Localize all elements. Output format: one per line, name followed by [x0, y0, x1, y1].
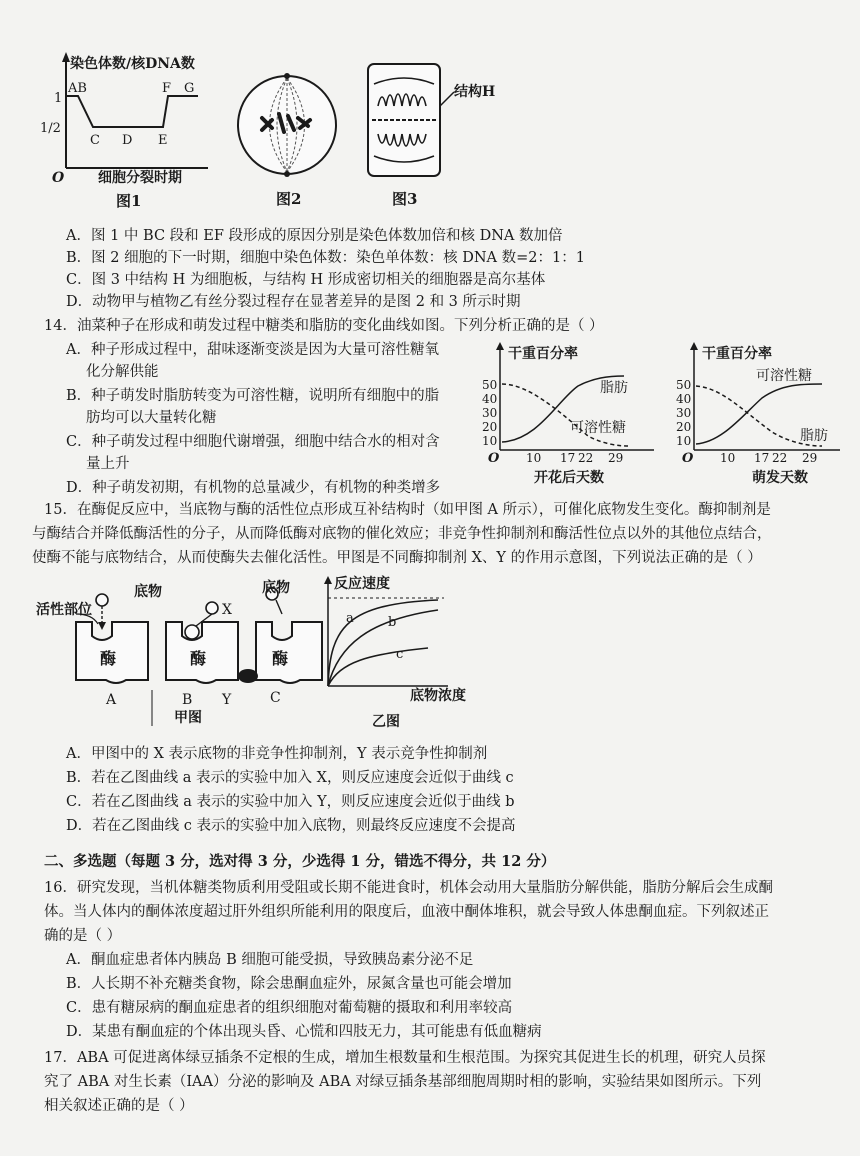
figure-2-cell: [232, 70, 342, 210]
jia-active-site: 活性部位: [36, 602, 92, 618]
q14r-series-fat: 脂肪: [800, 428, 828, 444]
q14r-ylabel: 干重百分率: [702, 346, 772, 362]
q17-stem-l2: 究了 ABA 对生长素（IAA）分泌的影响及 ABA 对绿豆插条基部细胞周期时相的影响，实验结果如图所示。下列: [44, 1074, 762, 1090]
q14r-xtick-10: 10: [720, 451, 736, 465]
q14l-origin: O: [488, 451, 500, 466]
q14l-xlabel: 开花后天数: [534, 470, 604, 486]
fig1-pt-d: D: [122, 133, 133, 148]
q13-option-a: A．图 1 中 BC 段和 EF 段形成的原因分别是染色体数加倍和核 DNA 数加倍: [66, 228, 563, 244]
q14r-xtick-22: 22: [772, 451, 788, 465]
fig1-pt-ab: AB: [68, 81, 87, 96]
yi-curve-label-c: c: [396, 647, 404, 662]
q14r-ytick-40: 40: [676, 392, 692, 406]
q15-option-d: D．若在乙图曲线 c 表示的实验中加入底物，则最终反应速度不会提高: [66, 818, 516, 834]
jia-label-b: B: [182, 692, 193, 708]
q15-stem-l3: 使酶不能与底物结合，从而使酶失去催化活性。甲图是不同酶抑制剂 X、Y 的作用示意图，下列说法正确的是（ ）: [32, 550, 762, 566]
q16-stem-l1: 16．研究发现，当机体糖类物质利用受阻或长期不能进食时，机体会动用大量脂肪分解供能，脂肪分解后会生成酮: [44, 880, 773, 896]
jia-substrate-2: 底物: [262, 580, 290, 596]
q14-chart-left: [478, 340, 668, 490]
q16-option-c: C．患有糖尿病的酮血症患者的组织细胞对葡萄糖的摄取和利用率较高: [66, 1000, 513, 1016]
q14r-ytick-20: 20: [676, 420, 692, 434]
q13-option-b: B．图 2 细胞的下一时期，细胞中染色体数：染色单体数：核 DNA 数=2：1：1: [66, 250, 585, 266]
q14r-ytick-50: 50: [676, 378, 692, 392]
q14r-xtick-29: 29: [802, 451, 818, 465]
q14-option-a-l1: A．种子形成过程中，甜味逐渐变淡是因为大量可溶性糖氧: [66, 342, 439, 358]
q15-stem-l2: 与酶结合并降低酶活性的分子，从而降低酶对底物的催化效应；非竞争性抑制剂和酶活性位点以外的其他位点结合，: [32, 526, 772, 542]
q13-option-c: C．图 3 中结构 H 为细胞板，与结构 H 形成密切相关的细胞器是高尔基体: [66, 272, 546, 288]
figure-3-cell: [362, 62, 522, 212]
yi-ylabel: 反应速度: [334, 576, 390, 592]
q14r-xtick-17: 17: [754, 451, 770, 465]
jia-enzyme-b: 酶: [190, 649, 207, 668]
fig1-pt-g: G: [184, 81, 195, 96]
q14r-origin: O: [682, 451, 694, 466]
q15-option-b: B．若在乙图曲线 a 表示的实验中加入 X，则反应速度会近似于曲线 c: [66, 770, 514, 786]
fig1-origin: O: [52, 170, 65, 186]
q14l-ytick-50: 50: [482, 378, 498, 392]
jia-caption: 甲图: [174, 710, 202, 726]
fig3-caption: 图3: [392, 190, 418, 208]
fig1-pt-f: F: [162, 81, 172, 96]
q14l-xtick-17: 17: [560, 451, 576, 465]
q14l-ylabel: 干重百分率: [508, 346, 578, 362]
q14r-series-sugar: 可溶性糖: [756, 368, 812, 384]
q16-stem-l2: 体。当人体内的酮体浓度超过肝外组织所能利用的限度后，血液中酮体堆积，就会导致人体患酮血症。下列叙述正: [44, 904, 769, 920]
fig1-xlabel: 细胞分裂时期: [98, 170, 182, 186]
q15-stem-l1: 15．在酶促反应中，当底物与酶的活性位点形成互补结构时（如甲图 A 所示），可催化底物发生变化。酶抑制剂是: [44, 502, 771, 518]
fig1-ylabel: 染色体数/核DNA数: [70, 56, 195, 72]
fig2-caption: 图2: [276, 190, 302, 208]
q14-option-b-l1: B．种子萌发时脂肪转变为可溶性糖，说明所有细胞中的脂: [66, 388, 440, 404]
q14r-ytick-30: 30: [676, 406, 692, 420]
q14l-xtick-29: 29: [608, 451, 624, 465]
q14-option-c-l1: C．种子萌发过程中细胞代谢增强，细胞中结合水的相对含: [66, 434, 440, 450]
q15-option-a: A．甲图中的 X 表示底物的非竞争性抑制剂，Y 表示竞争性抑制剂: [66, 746, 488, 762]
jia-label-c: C: [270, 690, 281, 706]
q14r-xlabel: 萌发天数: [752, 470, 808, 486]
fig1-pt-e: E: [158, 133, 168, 148]
q14-option-b-l2: 肪均可以大量转化糖: [86, 410, 217, 426]
q14l-ytick-40: 40: [482, 392, 498, 406]
jia-enzyme-c: 酶: [272, 649, 289, 668]
q14r-ytick-10: 10: [676, 434, 692, 448]
fig3-structure-label: 结构H: [454, 84, 496, 100]
section-2-heading: 二、多选题（每题 3 分，选对得 3 分，少选得 1 分，错选不得分，共 12 分）: [44, 853, 556, 870]
fig1-y1: 1: [54, 91, 63, 106]
yi-curve-label-a: a: [346, 611, 354, 626]
q14-chart-right: [672, 340, 852, 490]
q16-option-a: A．酮血症患者体内胰岛 B 细胞可能受损，导致胰岛素分泌不足: [66, 952, 474, 968]
q14-option-c-l2: 量上升: [86, 456, 130, 472]
fig1-yhalf: 1/2: [40, 121, 61, 136]
jia-label-a: A: [106, 692, 117, 708]
fig1-pt-c: C: [90, 133, 100, 148]
q17-stem-l1: 17．ABA 可促进离体绿豆插条不定根的生成，增加生根数量和生根范围。为探究其促进生长的机理，研究人员探: [44, 1050, 766, 1066]
yi-caption: 乙图: [372, 714, 400, 730]
q17-stem-l3: 相关叙述正确的是（ ）: [44, 1098, 194, 1114]
q14l-series-sugar: 可溶性糖: [570, 420, 626, 436]
jia-substrate-1: 底物: [134, 584, 162, 600]
jia-y-label: Y: [222, 692, 232, 708]
q14l-ytick-20: 20: [482, 420, 498, 434]
yi-curve-label-b: b: [388, 615, 397, 630]
yi-xlabel: 底物浓度: [410, 688, 466, 704]
q16-option-d: D．某患有酮血症的个体出现头昏、心慌和四肢无力，其可能患有低血糖病: [66, 1024, 542, 1040]
q16-option-b: B．人长期不补充糖类食物，除会患酮血症外，尿氮含量也可能会增加: [66, 976, 512, 992]
q14-stem: 14．油菜种子在形成和萌发过程中糖类和脂肪的变化曲线如图。下列分析正确的是（ ）: [44, 318, 604, 334]
fig1-caption: 图1: [116, 192, 142, 210]
q14l-ytick-30: 30: [482, 406, 498, 420]
q14l-ytick-10: 10: [482, 434, 498, 448]
q14l-series-fat: 脂肪: [600, 380, 628, 396]
figure-1: [40, 50, 228, 215]
jia-enzyme-a: 酶: [100, 649, 117, 668]
q14l-xtick-10: 10: [526, 451, 542, 465]
q15-jia-diagram: [36, 580, 326, 730]
q13-option-d: D．动物甲与植物乙有丝分裂过程存在显著差异的是图 2 和 3 所示时期: [66, 294, 521, 310]
q15-yi-chart: [318, 576, 488, 736]
jia-x-label: X: [222, 602, 232, 618]
q14-option-a-l2: 化分解供能: [86, 364, 159, 380]
q15-option-c: C．若在乙图曲线 a 表示的实验中加入 Y，则反应速度会近似于曲线 b: [66, 794, 515, 810]
q14l-xtick-22: 22: [578, 451, 594, 465]
q16-stem-l3: 确的是（ ）: [44, 928, 122, 944]
q14-option-d: D．种子萌发初期，有机物的总量减少，有机物的种类增多: [66, 480, 441, 496]
